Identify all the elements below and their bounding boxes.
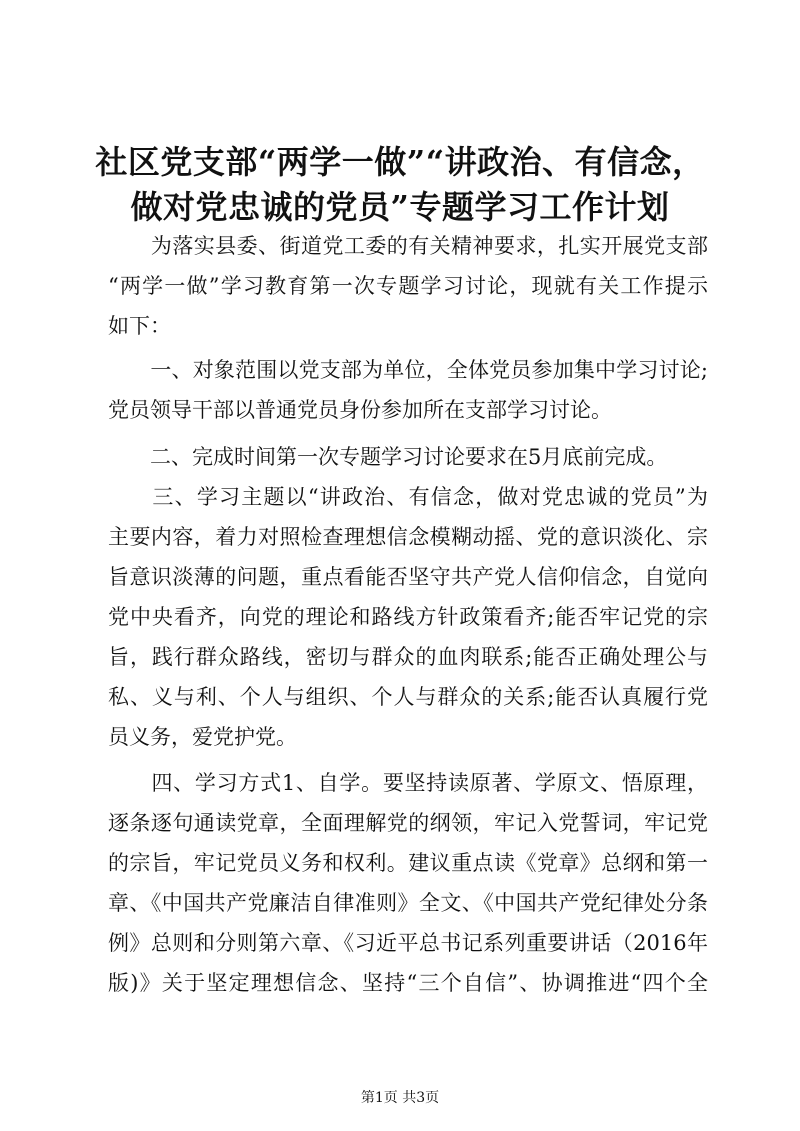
- body-line: 版)》关于坚定理想信念、坚持“三个自信”、协调推进“四个全: [108, 971, 708, 995]
- body-line: 旨意识淡薄的问题，重点看能否坚守共产党人信仰信念，自觉向: [108, 565, 708, 589]
- document-title-line-1: 社区党支部“两学一做”“讲政治、有信念，: [95, 143, 705, 181]
- body-line: 一、对象范围以党支部为单位，全体党员参加集中学习讨论;: [108, 358, 708, 382]
- body-line: 二、完成时间第一次专题学习讨论要求在5月底前完成。: [108, 445, 668, 469]
- body-line: 私、义与利、个人与组织、个人与群众的关系;能否认真履行党: [108, 685, 708, 709]
- body-line: 四、学习方式1、自学。要坚持读原著、学原文、悟原理，: [108, 771, 708, 795]
- body-line: 为落实县委、街道党工委的有关精神要求，扎实开展党支部: [108, 234, 708, 258]
- body-line: 逐条逐句通读党章，全面理解党的纲领，牢记入党誓词，牢记党: [108, 811, 708, 835]
- body-line: 主要内容，着力对照检查理想信念模糊动摇、党的意识淡化、宗: [108, 525, 708, 549]
- page-number-footer: 第1页 共3页: [360, 1090, 440, 1106]
- body-line: 章、《中国共产党廉洁自律准则》全文、《中国共产党纪律处分条: [108, 891, 708, 915]
- body-line: 党中央看齐，向党的理论和路线方针政策看齐;能否牢记党的宗: [108, 605, 708, 629]
- body-line: 三、学习主题以“讲政治、有信念，做对党忠诚的党员”为: [108, 485, 708, 509]
- document-title-line-2: 做对党忠诚的党员”专题学习工作计划: [130, 188, 670, 226]
- body-line: 例》总则和分则第六章、《习近平总书记系列重要讲话（2016年: [108, 931, 708, 955]
- body-line: “两学一做”学习教育第一次专题学习讨论，现就有关工作提示: [108, 274, 708, 298]
- body-line: 的宗旨，牢记党员义务和权利。建议重点读《党章》总纲和第一: [108, 851, 708, 875]
- body-line: 员义务，爱党护党。: [108, 725, 297, 749]
- body-line: 旨，践行群众路线，密切与群众的血肉联系;能否正确处理公与: [108, 645, 708, 669]
- body-line: 党员领导干部以普通党员身份参加所在支部学习讨论。: [108, 398, 612, 422]
- body-line: 如下：: [108, 314, 171, 338]
